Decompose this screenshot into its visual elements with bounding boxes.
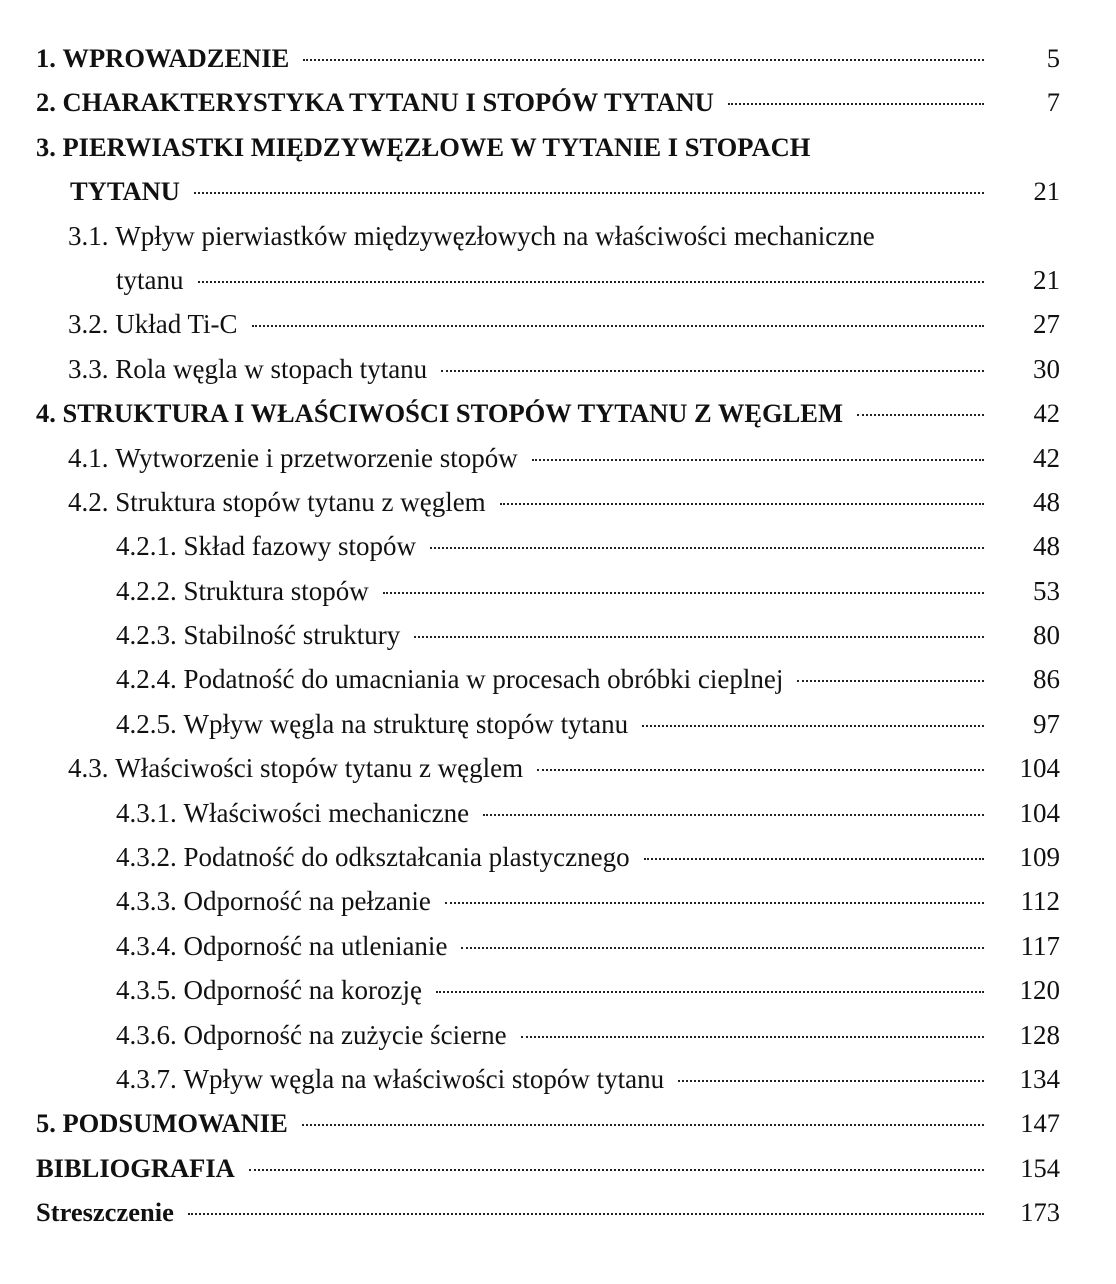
toc-entry-page: 128 bbox=[1019, 1019, 1060, 1050]
toc-entry-number: 4.2.1. bbox=[116, 531, 184, 562]
toc-entry bbox=[0, 702, 1116, 746]
toc-entry bbox=[0, 258, 1116, 302]
toc-entry-number: 4. bbox=[36, 398, 63, 429]
toc-entry-title: Odporność na zużycie ścierne bbox=[183, 1019, 507, 1050]
toc-entry-page: 27 bbox=[1033, 309, 1060, 340]
toc-entry-page: 48 bbox=[1033, 486, 1060, 517]
toc-entry-number: 3.2. bbox=[68, 309, 116, 340]
toc-entry-title: PODSUMOWANIE bbox=[62, 1108, 288, 1139]
toc-entry-page: 173 bbox=[1020, 1197, 1060, 1228]
toc-dot-leader bbox=[188, 1213, 984, 1215]
toc-entry bbox=[0, 613, 1116, 657]
toc-entry-page: 112 bbox=[1020, 886, 1060, 917]
toc-entry bbox=[0, 347, 1116, 391]
toc-dot-leader bbox=[303, 59, 984, 61]
toc-entry-number: 4.3.4. bbox=[116, 930, 184, 961]
toc-entry-title: Skład fazowy stopów bbox=[183, 531, 416, 562]
toc-entry bbox=[0, 214, 1116, 258]
toc-entry-page: 154 bbox=[1020, 1152, 1060, 1183]
table-of-contents bbox=[0, 36, 1116, 1235]
toc-entry-number: 4.3.2. bbox=[116, 842, 184, 873]
toc-entry-number: 4.3.5. bbox=[116, 975, 184, 1006]
toc-entry-title: Właściwości stopów tytanu z węglem bbox=[115, 753, 524, 784]
toc-entry-title: tytanu bbox=[116, 264, 184, 295]
toc-entry bbox=[0, 1057, 1116, 1101]
toc-entry-number: 4.3. bbox=[68, 753, 116, 784]
toc-entry-number: 4.1. bbox=[68, 442, 116, 473]
toc-entry-title: Właściwości mechaniczne bbox=[183, 797, 470, 828]
toc-dot-leader bbox=[678, 1080, 984, 1082]
toc-entry-number: 4.2.4. bbox=[116, 664, 184, 695]
toc-entry-title: Układ Ti-C bbox=[115, 309, 238, 340]
toc-entry bbox=[0, 125, 1116, 169]
toc-entry bbox=[0, 1013, 1116, 1057]
toc-entry-page: 120 bbox=[1019, 975, 1060, 1006]
toc-entry-title: Wpływ węgla na właściwości stopów tytanu bbox=[183, 1063, 665, 1094]
toc-entry-title: CHARAKTERYSTYKA TYTANU I STOPÓW TYTANU bbox=[62, 87, 714, 118]
toc-entry-title: Wytworzenie i przetworzenie stopów bbox=[115, 442, 518, 473]
toc-dot-leader bbox=[249, 1169, 984, 1171]
toc-entry-page: 21 bbox=[1033, 264, 1060, 295]
toc-entry-number: 3.1. bbox=[68, 220, 116, 251]
toc-entry-number: 1. bbox=[36, 43, 63, 73]
toc-entry-number: 4.3.1. bbox=[116, 797, 184, 828]
toc-entry bbox=[0, 1101, 1116, 1145]
toc-entry-page: 109 bbox=[1019, 842, 1060, 873]
toc-dot-leader bbox=[537, 769, 984, 771]
toc-entry-title: Rola węgla w stopach tytanu bbox=[115, 353, 428, 384]
toc-dot-leader bbox=[383, 592, 984, 594]
toc-entry-title: Struktura stopów tytanu z węglem bbox=[115, 486, 486, 517]
toc-entry-title: TYTANU bbox=[70, 176, 180, 207]
toc-entry-page: 134 bbox=[1019, 1063, 1060, 1094]
toc-entry-title: Wpływ węgla na strukturę stopów tytanu bbox=[183, 708, 629, 739]
toc-entry bbox=[0, 302, 1116, 346]
toc-entry-number: 5. bbox=[36, 1108, 63, 1139]
toc-dot-leader bbox=[198, 281, 985, 283]
toc-entry-page: 5 bbox=[1046, 43, 1060, 73]
toc-dot-leader bbox=[532, 459, 984, 461]
toc-dot-leader bbox=[797, 680, 984, 682]
toc-dot-leader bbox=[483, 814, 984, 816]
toc-entry bbox=[0, 480, 1116, 524]
toc-entry bbox=[0, 436, 1116, 480]
toc-dot-leader bbox=[642, 725, 984, 727]
toc-dot-leader bbox=[644, 858, 984, 860]
toc-entry bbox=[0, 835, 1116, 879]
toc-entry-title: Stabilność struktury bbox=[183, 620, 401, 651]
toc-entry-page: 48 bbox=[1033, 531, 1060, 562]
toc-entry-page: 21 bbox=[1033, 176, 1060, 207]
toc-entry-page: 30 bbox=[1033, 353, 1060, 384]
toc-dot-leader bbox=[728, 103, 984, 105]
toc-entry-number: 4.2.3. bbox=[116, 620, 184, 651]
toc-dot-leader bbox=[430, 547, 984, 549]
toc-entry-page: 147 bbox=[1020, 1108, 1060, 1139]
toc-entry bbox=[0, 1190, 1116, 1234]
toc-entry-page: 104 bbox=[1019, 753, 1060, 784]
toc-entry bbox=[0, 391, 1116, 435]
toc-dot-leader bbox=[252, 325, 984, 327]
toc-entry-page: 80 bbox=[1033, 620, 1060, 651]
toc-entry bbox=[0, 1146, 1116, 1190]
toc-entry bbox=[0, 746, 1116, 790]
toc-dot-leader bbox=[441, 370, 984, 372]
toc-entry bbox=[0, 169, 1116, 213]
toc-entry-title: BIBLIOGRAFIA bbox=[36, 1152, 235, 1183]
toc-entry-page: 42 bbox=[1033, 398, 1060, 429]
toc-dot-leader bbox=[857, 414, 984, 416]
toc-dot-leader bbox=[500, 503, 984, 505]
toc-entry-title: Struktura stopów bbox=[183, 575, 369, 606]
toc-entry-title: STRUKTURA I WŁAŚCIWOŚCI STOPÓW TYTANU Z WĘGLEM bbox=[62, 398, 843, 429]
toc-entry bbox=[0, 36, 1116, 80]
toc-entry-number: 2. bbox=[36, 87, 63, 118]
toc-entry bbox=[0, 80, 1116, 124]
toc-entry bbox=[0, 924, 1116, 968]
toc-dot-leader bbox=[521, 1036, 984, 1038]
toc-dot-leader bbox=[461, 947, 984, 949]
toc-dot-leader bbox=[445, 902, 984, 904]
toc-entry-page: 104 bbox=[1019, 797, 1060, 828]
toc-entry bbox=[0, 524, 1116, 568]
toc-entry-page: 86 bbox=[1033, 664, 1060, 695]
toc-entry-number: 3. bbox=[36, 131, 63, 162]
toc-entry-page: 42 bbox=[1033, 442, 1060, 473]
toc-dot-leader bbox=[436, 991, 984, 993]
toc-dot-leader bbox=[414, 636, 984, 638]
toc-entry bbox=[0, 879, 1116, 923]
toc-entry bbox=[0, 968, 1116, 1012]
toc-entry-title: Odporność na utlenianie bbox=[183, 930, 448, 961]
toc-entry-number: 4.2.2. bbox=[116, 575, 184, 606]
toc-entry-number: 4.3.3. bbox=[116, 886, 184, 917]
toc-entry-title: Odporność na korozję bbox=[183, 975, 422, 1006]
toc-entry-number: 3.3. bbox=[68, 353, 116, 384]
toc-entry-number: 4.3.6. bbox=[116, 1019, 184, 1050]
toc-entry-number: 4.2.5. bbox=[116, 708, 184, 739]
toc-dot-leader bbox=[194, 192, 984, 194]
toc-entry-page: 97 bbox=[1033, 708, 1060, 739]
toc-entry-title: WPROWADZENIE bbox=[62, 43, 290, 73]
toc-entry-title: Podatność do umacniania w procesach obróbki cieplnej bbox=[183, 664, 784, 695]
toc-entry-number: 4.2. bbox=[68, 486, 116, 517]
toc-entry-page: 53 bbox=[1033, 575, 1060, 606]
toc-entry bbox=[0, 569, 1116, 613]
toc-entry-title: PIERWIASTKI MIĘDZYWĘZŁOWE W TYTANIE I STOPACH bbox=[62, 131, 811, 162]
toc-entry-page: 117 bbox=[1020, 930, 1060, 961]
toc-entry-title: Podatność do odkształcania plastycznego bbox=[183, 842, 630, 873]
toc-entry-page: 7 bbox=[1046, 87, 1060, 118]
toc-entry-title: Wpływ pierwiastków międzywęzłowych na właściwości mechaniczne bbox=[115, 220, 875, 251]
toc-entry bbox=[0, 657, 1116, 701]
toc-entry-title: Streszczenie bbox=[36, 1197, 174, 1228]
toc-entry-title: Odporność na pełzanie bbox=[183, 886, 431, 917]
toc-entry-number: 4.3.7. bbox=[116, 1063, 184, 1094]
toc-dot-leader bbox=[302, 1124, 984, 1126]
toc-entry bbox=[0, 791, 1116, 835]
